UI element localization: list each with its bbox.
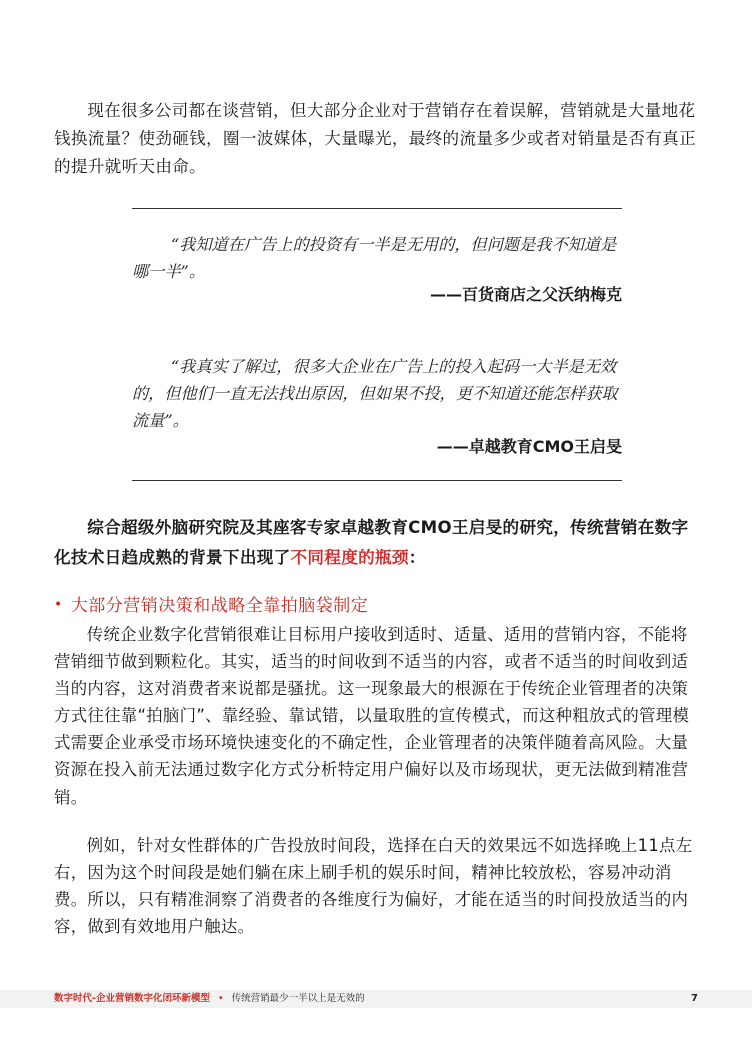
- quote-text: “我知道在广告上的投资有一半是无用的，但问题是我不知道是哪一半”。: [132, 235, 617, 281]
- summary-highlight: 不同程度的瓶颈: [290, 548, 409, 567]
- footer-separator: •: [217, 993, 224, 1004]
- quote-bottom-divider: [132, 480, 622, 481]
- summary-end: ：: [408, 548, 426, 567]
- quote-author: ——百货商店之父沃纳梅克: [429, 285, 622, 304]
- quote-author: ——卓越教育CMO王启旻: [436, 437, 622, 456]
- page-footer: [0, 990, 752, 1008]
- section-heading: [54, 591, 368, 620]
- summary-text: 综合超级外脑研究院及其座客专家卓越教育CMO王启旻的研究，传统营销在数字化技术日趋成熟的背景下出现了: [54, 518, 689, 567]
- section-heading-text: 大部分营销决策和战略全靠拍脑袋制定: [70, 596, 369, 616]
- body-paragraph: 传统企业数字化营销很难让目标用户接收到适时、适量、适用的营销内容，不能将营销细节做到颗粒化。其实，适当的时间收到不适当的内容，或者不适当的时间收到适当的内容，这对消费者来说都是骚扰。这一现象最大的根源在于传统企业管理者的决策方式往往靠“拍脑门”、靠经验、靠试错，以量取胜的宣传模式，而这种粗放式的管理模式需要企业承受市场环境快速变化的不确定性，企业管理者的决策伴随着高风险。大量资源在投入前无法通过数字化方式分析特定用户偏好以及市场现状，更无法做到精准营销。: [54, 625, 690, 807]
- footer-chapter-title: 传统营销最少一半以上是无效的: [231, 993, 365, 1004]
- body-paragraph: 例如，针对女性群体的广告投放时间段，选择在白天的效果远不如选择晚上11点左右，因为这个时间段是她们躺在床上刷手机的娱乐时间，精神比较放松，容易冲动消费。所以，只有精准洞察了消费者的各维度行为偏好，才能在适当的时间投放适当的内容，做到有效地用户触达。: [54, 836, 693, 937]
- footer-series-title: 数字时代-企业营销数字化闭环新模型: [54, 993, 210, 1004]
- intro-paragraph: 现在很多公司都在谈营销，但大部分企业对于营销存在着误解，营销就是大量地花钱换流量？使劲砸钱，圈一波媒体，大量曝光，最终的流量多少或者对销量是否有真正的提升就听天由命。: [54, 101, 696, 176]
- summary-paragraph: [54, 513, 700, 573]
- quote-top-divider: [132, 208, 622, 209]
- footer-running-title: [54, 992, 365, 1006]
- bullet-icon: •: [54, 597, 63, 613]
- quote-text: “我真实了解过，很多大企业在广告上的投入起码一大半是无效的，但他们一直无法找出原因，但如果不投，更不知道还能怎样获取流量”。: [132, 357, 618, 430]
- page-number: 7: [691, 993, 698, 1004]
